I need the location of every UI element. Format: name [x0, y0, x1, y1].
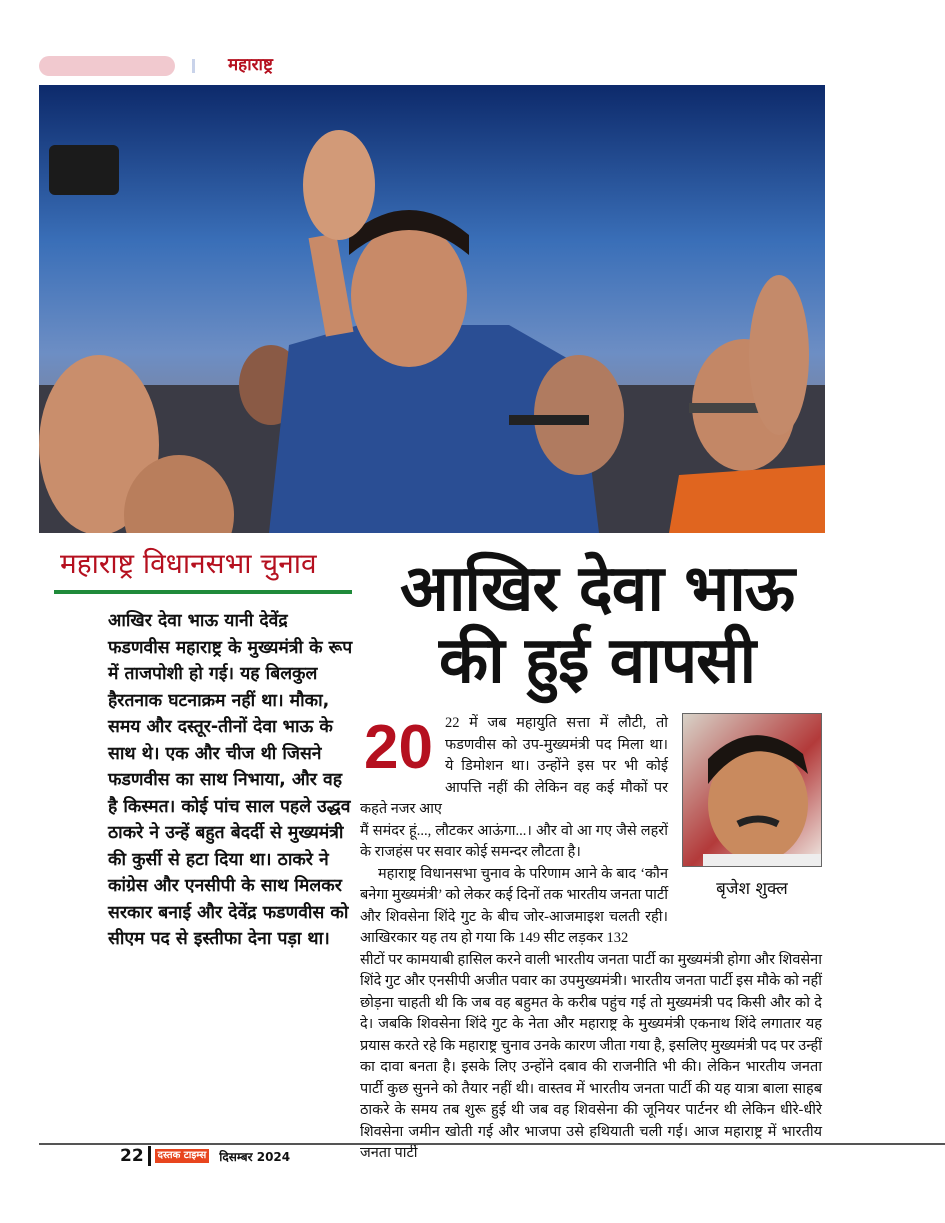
body-para2-rest: सीटों पर कामयाबी हासिल करने वाली भारतीय जनता पार्टी का मुख्यमंत्री होगा और शिवसेना शिंदे गुट और एनसीपी अजीत पवार का उपमुख्यमंत्री। भारतीय जनता पार्टी इस मौके को नहीं छोड़ना चाहती थी कि जब वह बहुमत के करीब पहुंच गई तो मुख्यमंत्री पद किसी और को दे दे। जबकि शिवसेना शिंदे गुट के नेता और महाराष्ट्र के मुख्यमंत्री एकनाथ शिंदे लगातार यह प्रयास करते रहे कि महाराष्ट्र चुनाव उनके कारण जीता गया है, इसलिए मुख्यमंत्री पद पर उन्हीं का दावा बनता है। इसके लिए उन्होंने दबाव की राजनीति भी की। लेकिन भारतीय जनता पार्टी कुछ सुनने को तैयार नहीं थी। वास्तव में भारतीय जनता पार्टी की यह यात्रा बाला साहब ठाकरे के समय तब शुरू हुई थी जब वह शिवसेना की जूनियर पार्टनर थी लेकिन धीरे-धीरे शिवसेना जमीन खोती गई और भाजपा उसे हथियाती चली गई। आज महाराष्ट्र में भारतीय जनता पार्टी — [360, 951, 822, 1161]
author-name: बृजेश शुक्ल — [716, 879, 788, 899]
body-para1-rest: मैं समंदर हूं..., लौटकर आऊंगा...। और वो आ गए जैसे लहरों के राजहंस पर सवार कोई समन्दर लौटता है। — [360, 822, 668, 860]
author-photo — [682, 713, 822, 867]
footer-rule — [39, 1143, 945, 1145]
left-column — [54, 546, 352, 953]
section-label: महाराष्ट्र — [228, 55, 273, 75]
kicker-rule — [54, 590, 352, 594]
body-para1-start: 22 में जब महायुति सत्ता में लौटी, तो फडणवीस को उप-मुख्यमंत्री पद मिला था। ये डिमोशन था। उन्होंने इस पर भी कोई आपत्ति नहीं की लेकिन वह कई मौकों पर कहते नजर आए — [360, 715, 668, 817]
author-box — [682, 713, 822, 901]
kicker: महाराष्ट्र विधानसभा चुनाव — [60, 547, 317, 580]
footer-divider — [148, 1146, 151, 1166]
header-divider — [192, 59, 195, 73]
lead-photo — [39, 85, 825, 533]
publication-logo: दस्तक टाइम्स — [155, 1149, 210, 1163]
body-para2-start: महाराष्ट्र विधानसभा चुनाव के परिणाम आने के बाद ‘कौन बनेगा मुख्यमंत्री’ को लेकर कई दिनों तक भारतीय जनता पार्टी और शिवसेना शिंदे गुट के बीच जोर-आजमाइश चलती रही। आखिरकार यह तय हो गया कि 149 सीट लड़कर 132 — [360, 865, 668, 946]
intro-text: आखिर देवा भाऊ यानी देवेंद्र फडणवीस महाराष्ट्र के मुख्यमंत्री के रूप में ताजपोशी हो गई। यह बिलकुल हैरतनाक घटनाक्रम नहीं था। मौका, समय और दस्तूर-तीनों देवा भाऊ के साथ थे। एक और चीज थी जिसने फडणवीस का साथ निभाया, और वह है किस्मत। कोई पांच साल पहले उद्धव ठाकरे ने उन्हें बहुत बेदर्दी से मुख्यमंत्री की कुर्सी से हटा दिया था। ठाकरे ने कांग्रेस और एनसीपी के साथ मिलकर सरकार बनाई और देवेंद्र फडणवीस को सीएम पद से इस्तीफा देना पड़ा था। — [108, 611, 353, 949]
right-column — [360, 553, 822, 1165]
header-pill — [39, 56, 175, 76]
body-column — [360, 713, 822, 1165]
dropcap: 20 — [364, 713, 433, 782]
headline: आखिर देवा भाऊ की हुई वापसी — [399, 552, 795, 698]
footer — [120, 1146, 290, 1166]
issue-date: दिसम्बर 2024 — [219, 1149, 291, 1164]
page-number: 22 — [120, 1146, 144, 1166]
